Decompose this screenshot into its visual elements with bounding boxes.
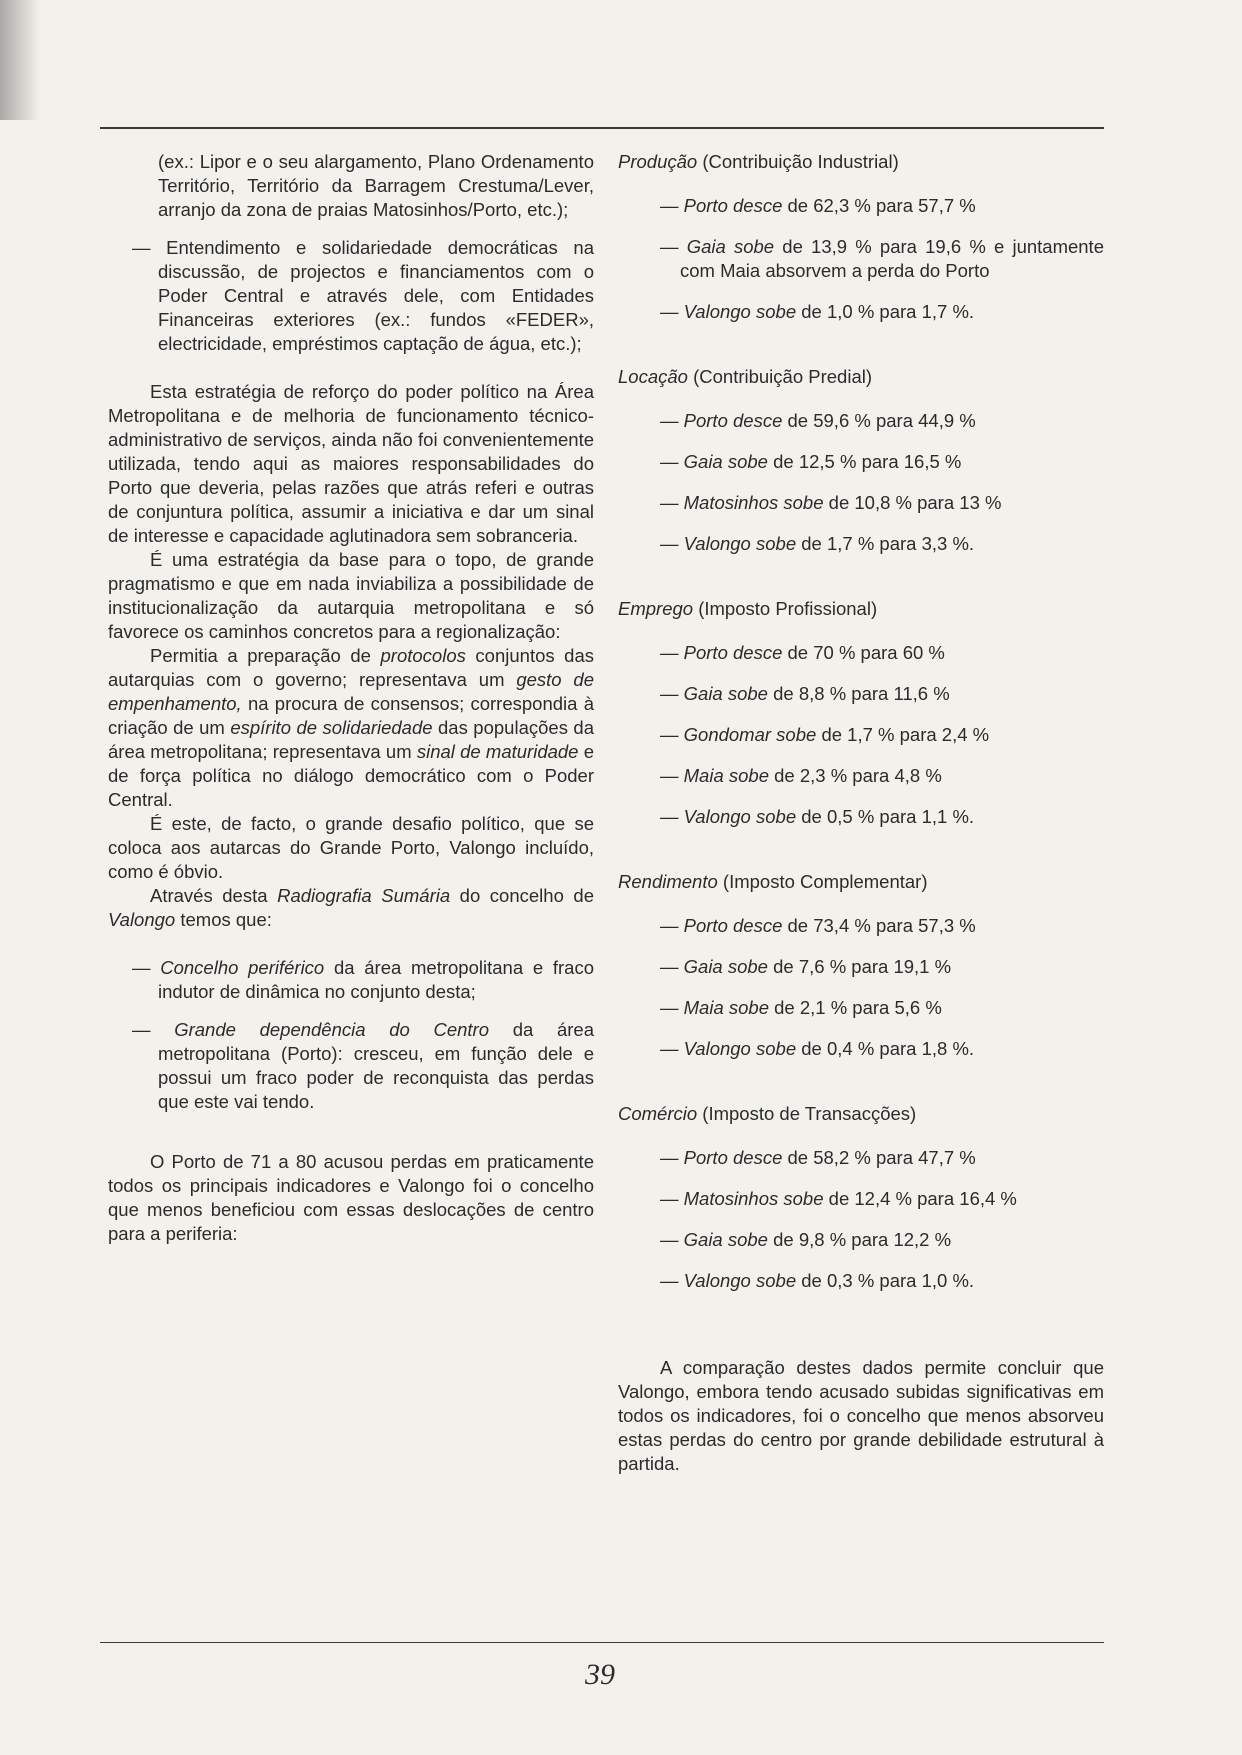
indicator-item: — Porto desce de 59,6 % para 44,9 %	[660, 410, 976, 431]
indicator-sections	[618, 150, 1104, 1334]
indicator-item: — Maia sobe de 2,1 % para 5,6 %	[660, 997, 942, 1018]
section-heading: Produção (Contribuição Industrial)	[618, 151, 899, 172]
list-item-dependencia: — Grande dependência do Centro da área metropolitana (Porto): cresceu, em função dele e possui um fraco poder de reconquista das perdas que este vai tendo.	[132, 1019, 594, 1112]
indicator-item: — Gondomar sobe de 1,7 % para 2,4 %	[660, 724, 990, 745]
indicator-item: — Porto desce de 58,2 % para 47,7 %	[660, 1147, 976, 1168]
section-heading: Rendimento (Imposto Complementar)	[618, 871, 928, 892]
paragraph-estrategia: Esta estratégia de reforço do poder político na Área Metropolitana e de melhoria de funcionamento técnico-administrativo de serviços, ainda não foi convenientemente utilizada, tendo aqui as maiores responsabilidades do Porto que deveria, pelas razões que atrás referi e outras de conjuntura política, assumir a iniciativa e dar um sinal de interesse e capacidade aglutinadora sem sobranceria.	[108, 381, 594, 546]
indicator-item: — Valongo sobe de 0,5 % para 1,1 %.	[660, 806, 975, 827]
indicator-item: — Gaia sobe de 8,8 % para 11,6 %	[660, 683, 950, 704]
paragraph-base-topo: É uma estratégia da base para o topo, de grande pragmatismo e que em nada inviabiliza a possibilidade de institucionalização da autarquia metropolitana e só favorece os caminhos concretos para a regionalização:	[108, 549, 594, 642]
indicator-item: — Maia sobe de 2,3 % para 4,8 %	[660, 765, 942, 786]
indicator-item: — Porto desce de 62,3 % para 57,7 %	[660, 195, 976, 216]
top-rule	[100, 127, 1104, 129]
paragraph-permitia: Permitia a preparação de protocolos conjuntos das autarquias com o governo; representava um gesto de empenhamento, na procura de consensos; correspondia à criação de um espírito de solidariedade das populações da área metropolitana; representava um sinal de maturidade e de força política no diálogo democrático com o Poder Central.	[108, 645, 594, 810]
indicator-item: — Gaia sobe de 12,5 % para 16,5 %	[660, 451, 962, 472]
list-item-periferico: — Concelho periférico da área metropolitana e fraco indutor de dinâmica no conjunto desta;	[132, 957, 594, 1002]
indicator-item: — Gaia sobe de 7,6 % para 19,1 %	[660, 956, 952, 977]
paragraph-desafio: É este, de facto, o grande desafio político, que se coloca aos autarcas do Grande Porto, Valongo incluído, como é óbvio.	[108, 813, 594, 882]
indicator-item: — Valongo sobe de 0,4 % para 1,8 %.	[660, 1038, 975, 1059]
paragraph-conclusion: A comparação destes dados permite concluir que Valongo, embora tendo acusado subidas significativas em todos os indicadores, foi o concelho que menos absorveu estas perdas do centro por grande debilidade estrutural à partida.	[618, 1357, 1104, 1474]
section-heading: Emprego (Imposto Profissional)	[618, 598, 878, 619]
indicator-item: — Valongo sobe de 1,7 % para 3,3 %.	[660, 533, 975, 554]
right-column	[618, 150, 1104, 1476]
indicator-item: — Porto desce de 70 % para 60 %	[660, 642, 945, 663]
section-heading: Comércio (Imposto de Transacções)	[618, 1103, 917, 1124]
indicator-item: — Porto desce de 73,4 % para 57,3 %	[660, 915, 976, 936]
bottom-rule	[100, 1642, 1104, 1643]
paragraph-porto-perdas: O Porto de 71 a 80 acusou perdas em praticamente todos os principais indicadores e Valongo foi o concelho que menos beneficiou com essas deslocações de centro para a periferia:	[108, 1151, 594, 1244]
list-item-entendimento: — Entendimento e solidariedade democráticas na discussão, de projectos e financiamentos com o Poder Central e através dele, com Entidades Financeiras exteriores (ex.: fundos «FEDER», electricidade, empréstimos captação de água, etc.);	[132, 237, 594, 354]
indicator-item: — Matosinhos sobe de 10,8 % para 13 %	[660, 492, 1002, 513]
indicator-item: — Gaia sobe de 9,8 % para 12,2 %	[660, 1229, 952, 1250]
indicator-item: — Valongo sobe de 0,3 % para 1,0 %.	[660, 1270, 975, 1291]
paragraph-atraves: Através desta Radiografia Sumária do concelho de Valongo temos que:	[108, 885, 594, 930]
section-heading: Locação (Contribuição Predial)	[618, 366, 873, 387]
left-column	[108, 150, 594, 1246]
scan-shadow	[0, 0, 40, 120]
continuation-paragraph: (ex.: Lipor e o seu alargamento, Plano Ordenamento Território, Território da Barragem Crestuma/Lever, arranjo da zona de praias Matosinhos/Porto, etc.);	[158, 151, 594, 220]
indicator-item: — Gaia sobe de 13,9 % para 19,6 % e juntamente com Maia absorvem a perda do Porto	[660, 236, 1104, 281]
indicator-item: — Valongo sobe de 1,0 % para 1,7 %.	[660, 301, 975, 322]
indicator-item: — Matosinhos sobe de 12,4 % para 16,4 %	[660, 1188, 1017, 1209]
page-number: 39	[585, 1658, 615, 1691]
